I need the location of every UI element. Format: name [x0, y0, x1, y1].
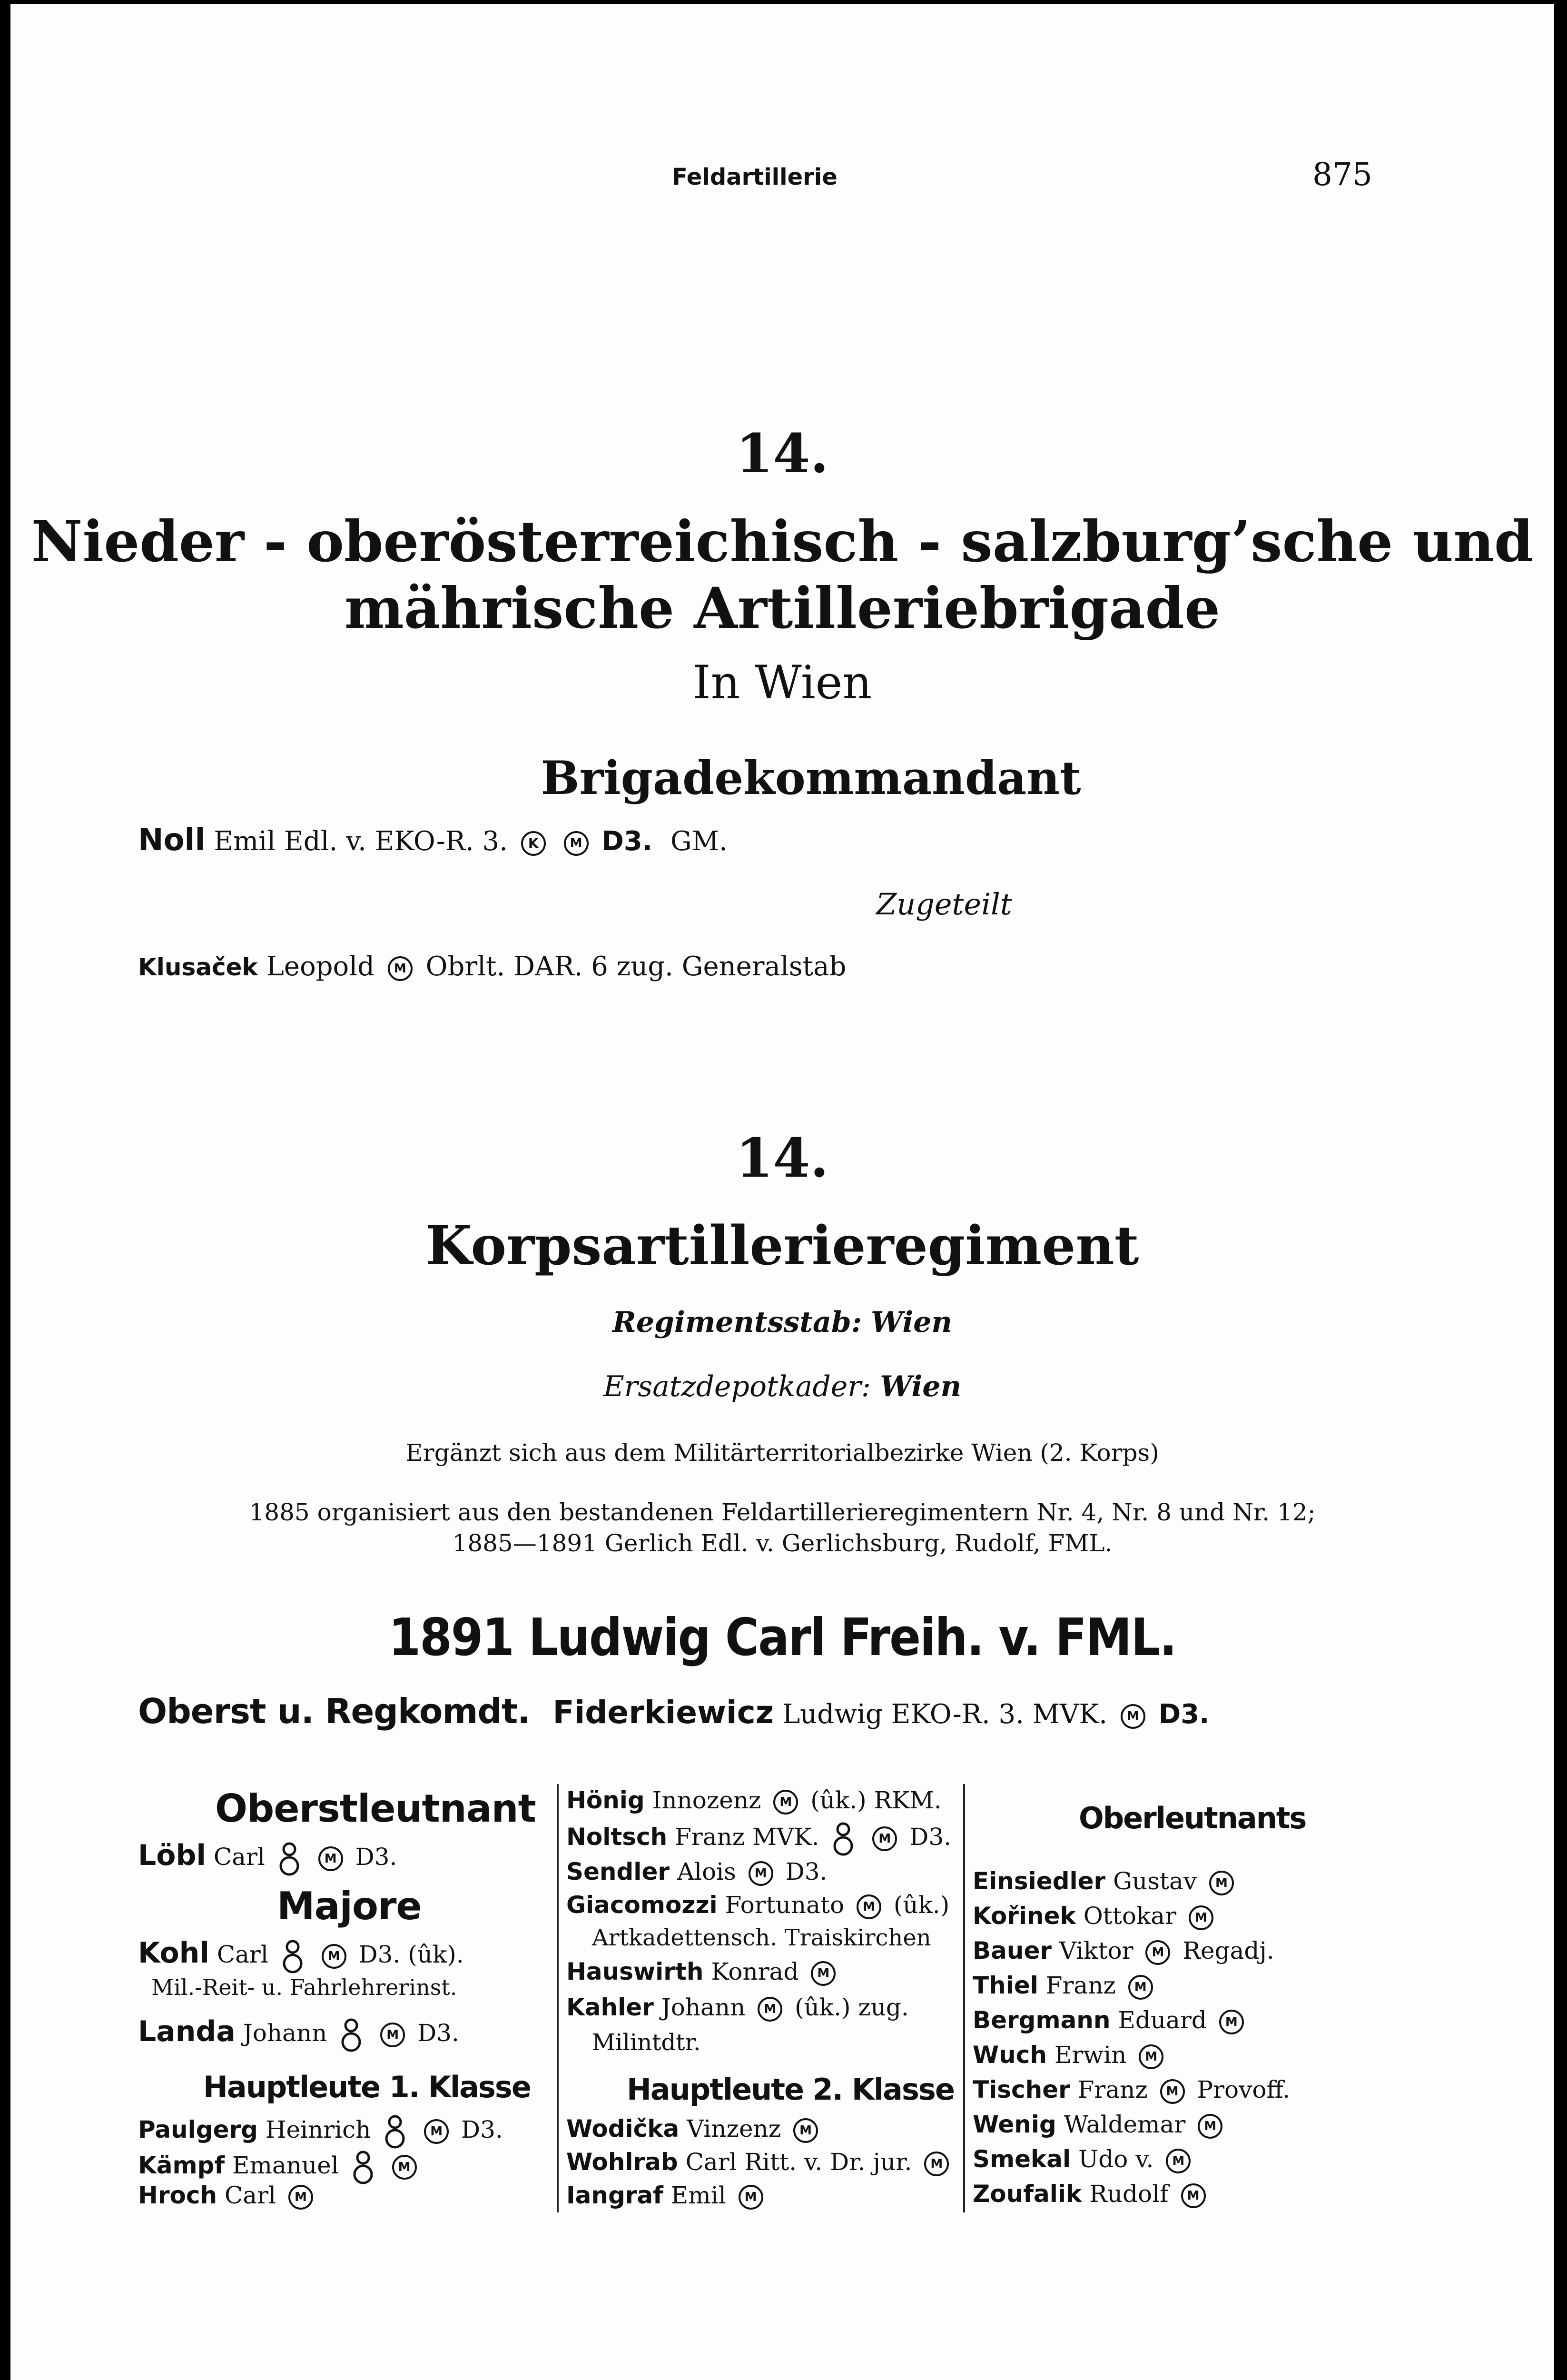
assignment-text: Obrlt. DAR. 6 zug. Generalstab: [425, 951, 847, 982]
first-name: Konrad: [711, 1958, 799, 1985]
heading-oberstleutnant: Oberstleutnant: [215, 1786, 536, 1831]
order-cross-icon: [277, 1840, 301, 1878]
first-name: Heinrich: [265, 2116, 371, 2143]
person-name: Kohl: [138, 1936, 209, 1970]
person-name: Sendler: [566, 1858, 670, 1885]
m-medal-icon: M: [857, 1894, 881, 1919]
first-name: Erwin: [1054, 2041, 1127, 2069]
first-name: Waldemar: [1064, 2111, 1186, 2138]
first-name: Franz MVK.: [675, 1823, 819, 1851]
entry-loebl: [138, 1839, 397, 1878]
m-medal-icon: M: [1198, 2114, 1222, 2139]
brigade-commander-entry: [138, 823, 728, 858]
m-medal-icon: M: [1209, 1871, 1234, 1895]
assigned-heading: Zugeteilt: [876, 887, 1012, 922]
entry-paulgerg: [138, 2112, 503, 2151]
decoration-text: D3.: [785, 1858, 828, 1885]
first-name: Alois: [677, 1858, 736, 1885]
decoration-text: Provoff.: [1197, 2076, 1291, 2103]
m-medal-icon: M: [758, 1997, 782, 2022]
person-name: Paulgerg: [138, 2116, 258, 2143]
first-name: Franz: [1077, 2076, 1148, 2103]
heading-hauptleute-2: Hauptleute 2. Klasse: [627, 2072, 954, 2107]
document-page: [10, 4, 1554, 2380]
m-medal-icon: M: [1166, 2149, 1191, 2173]
entry-bergmann: [973, 2006, 1249, 2034]
brigade-location: In Wien: [692, 656, 872, 709]
entry-landa: [138, 2015, 459, 2054]
entry-wodicka: [566, 2115, 823, 2143]
m-medal-icon: M: [1128, 1975, 1153, 2000]
decoration-text: (ûk.) zug.: [795, 1993, 909, 2021]
person-name: Bauer: [973, 1937, 1052, 1964]
entry-einsiedler: [973, 1867, 1239, 1895]
m-medal-icon: M: [564, 831, 589, 856]
m-medal-icon: M: [322, 1944, 346, 1969]
first-name: Viktor: [1059, 1937, 1133, 1964]
decoration-text: D3.: [417, 2019, 459, 2047]
decoration-text: D3.: [909, 1823, 952, 1851]
heading-majore: Majore: [277, 1884, 422, 1928]
first-name: Ottokar: [1083, 1902, 1176, 1930]
person-name: Hauswirth: [566, 1958, 704, 1985]
entry-tischer: [973, 2076, 1290, 2104]
depot-value: Wien: [880, 1370, 962, 1403]
person-name: Wuch: [973, 2041, 1047, 2069]
entry-wenig: [973, 2111, 1227, 2139]
first-name: Udo v.: [1078, 2145, 1154, 2173]
entry-hauswirth: [566, 1958, 840, 1986]
first-name: Rudolf: [1089, 2180, 1169, 2208]
decoration-text: D3.: [1158, 1699, 1210, 1730]
m-medal-icon: M: [388, 956, 413, 981]
column-divider-2: [963, 1784, 965, 2212]
first-name: Emil: [670, 2182, 726, 2209]
first-name: Leopold: [266, 951, 375, 982]
person-name: Noltsch: [566, 1823, 668, 1851]
entry-smekal: [973, 2145, 1195, 2173]
m-medal-icon: M: [749, 1861, 773, 1886]
brigade-title-line1: Nieder - oberösterreichisch - salzburg’sche und: [31, 508, 1534, 575]
k-medal-icon: K: [521, 831, 546, 856]
entry-bauer: [973, 1937, 1274, 1965]
person-name: Smekal: [973, 2145, 1071, 2173]
decoration-text: D3.: [601, 826, 653, 857]
m-medal-icon: M: [318, 1846, 343, 1871]
staff-label: Regimentsstab:: [612, 1306, 862, 1339]
decoration-text: (ûk.) RKM.: [810, 1786, 942, 1814]
decoration-text: D3. (ûk).: [358, 1941, 464, 1968]
regiment-number: 14.: [736, 1127, 829, 1190]
person-name: Giacomozzi: [566, 1891, 718, 1919]
first-name: Carl: [213, 1843, 265, 1871]
first-name: Eduard: [1118, 2006, 1207, 2034]
first-name: Carl Ritt. v. Dr. jur.: [685, 2148, 912, 2176]
person-name: Kahler: [566, 1993, 654, 2021]
column-divider-1: [557, 1784, 559, 2212]
history-line-2: 1885—1891 Gerlich Edl. v. Gerlichsburg, Rudolf, FML.: [452, 1529, 1113, 1557]
regiment-title: Korpsartillerieregiment: [425, 1215, 1139, 1277]
entry-hoenig: [566, 1786, 942, 1815]
first-name: Vinzenz: [687, 2115, 781, 2142]
entry-thiel: [973, 1972, 1158, 2000]
entry-wohlrab: [566, 2148, 954, 2176]
entry-langraf: [566, 2182, 768, 2210]
person-name: Bergmann: [973, 2006, 1111, 2034]
entry-kahler-line2: Milintdtr.: [592, 2029, 701, 2056]
m-medal-icon: M: [392, 2155, 417, 2180]
m-medal-icon: M: [1189, 1905, 1213, 1930]
person-name: Wohlrab: [566, 2148, 678, 2176]
entry-kahler: [566, 1993, 909, 2022]
history-line-1: 1885 organisiert aus den bestandenen Feldartillerieregimentern Nr. 4, Nr. 8 und Nr. 12;: [249, 1498, 1316, 1526]
m-medal-icon: M: [739, 2185, 763, 2210]
first-name: Franz: [1045, 1972, 1116, 1999]
order-cross-icon: [281, 1937, 305, 1975]
person-name: Landa: [138, 2015, 236, 2048]
person-name: Wodička: [566, 2115, 680, 2142]
entry-noltsch: [566, 1820, 951, 1858]
m-medal-icon: M: [924, 2152, 949, 2176]
m-medal-icon: M: [1121, 1704, 1145, 1729]
entry-giacomozzi-line2: Artkadettensch. Traiskirchen: [592, 1924, 931, 1951]
person-name: Noll: [138, 823, 206, 858]
entry-kaempf: [138, 2148, 422, 2186]
person-name: Iangraf: [566, 2182, 663, 2209]
commander-heading: Brigadekommandant: [541, 751, 1081, 805]
person-name: Kořinek: [973, 1902, 1076, 1930]
person-name: Zoufalik: [973, 2180, 1082, 2208]
entry-kohl: [138, 1936, 464, 1975]
first-name: Carl: [225, 2182, 276, 2209]
order-cross-icon: [351, 2148, 375, 2186]
depot-label: Ersatzdepotkader:: [603, 1370, 871, 1403]
m-medal-icon: M: [1160, 2079, 1185, 2104]
m-medal-icon: M: [773, 1790, 798, 1815]
regiment-commander-entry: [138, 1691, 1209, 1731]
first-name: Fortunato: [725, 1891, 845, 1919]
first-name: Johann: [243, 2019, 327, 2047]
entry-korinek: [973, 1902, 1218, 1930]
m-medal-icon: M: [1139, 2044, 1163, 2069]
honors-text: Edl. v. EKO-R. 3.: [284, 826, 508, 857]
first-name: Emil: [214, 826, 276, 857]
person-name: Tischer: [973, 2076, 1070, 2103]
first-name: Carl: [217, 1941, 268, 1968]
heading-hauptleute-1: Hauptleute 1. Klasse: [203, 2070, 531, 2104]
person-name: Wenig: [973, 2111, 1056, 2138]
first-name: Johann: [661, 1993, 746, 2021]
page-number: 875: [1312, 156, 1372, 193]
entry-zoufalik: [973, 2180, 1211, 2208]
person-name: Klusaček: [138, 953, 258, 981]
m-medal-icon: M: [811, 1961, 836, 1986]
honors-text: EKO-R. 3. MVK.: [891, 1699, 1108, 1730]
entry-kohl-line2: Mil.-Reit- u. Fahrlehrerinst.: [151, 1974, 457, 2000]
decoration-text: Regadj.: [1183, 1937, 1274, 1964]
m-medal-icon: M: [793, 2118, 818, 2143]
first-name: Innozenz: [652, 1786, 761, 1814]
person-name: Hroch: [138, 2182, 217, 2209]
entry-sendler: [566, 1858, 827, 1886]
regiment-staff: [10, 1306, 1554, 1339]
decoration-text: (ûk.): [893, 1891, 950, 1919]
supplement-line: Ergänzt sich aus dem Militärterritorialbezirke Wien (2. Korps): [405, 1439, 1159, 1467]
m-medal-icon: M: [288, 2185, 313, 2210]
m-medal-icon: M: [1145, 1940, 1170, 1965]
first-name: Gustav: [1113, 1867, 1197, 1895]
person-name: Einsiedler: [973, 1867, 1106, 1895]
first-name: Emanuel: [232, 2152, 339, 2179]
m-medal-icon: M: [424, 2119, 449, 2144]
person-name: Hönig: [566, 1786, 645, 1814]
regiment-depot: [10, 1370, 1554, 1403]
entry-giacomozzi: [566, 1891, 949, 1919]
brigade-assigned-entry: [138, 951, 846, 982]
m-medal-icon: M: [380, 2023, 405, 2047]
order-cross-icon: [831, 1820, 855, 1858]
brigade-number: 14.: [736, 423, 829, 485]
entry-hroch: [138, 2182, 318, 2210]
entry-wuch: [973, 2041, 1168, 2069]
regiment-owner: 1891 Ludwig Carl Freih. v. FML.: [388, 1608, 1176, 1667]
m-medal-icon: M: [1219, 2010, 1244, 2034]
order-cross-icon: [339, 2016, 363, 2054]
person-name: Fiderkiewicz: [552, 1694, 774, 1731]
brigade-title-line2: mährische Artilleriebrigade: [344, 575, 1221, 641]
staff-value: Wien: [871, 1306, 953, 1339]
m-medal-icon: M: [1181, 2183, 1206, 2208]
running-title: Feldartillerie: [672, 164, 838, 190]
person-name: Löbl: [138, 1839, 206, 1872]
rank-text: GM.: [670, 826, 728, 857]
person-name: Kämpf: [138, 2152, 225, 2179]
decoration-text: D3.: [355, 1843, 397, 1871]
person-name: Thiel: [973, 1972, 1038, 1999]
rank-label: Oberst u. Regkomdt.: [138, 1691, 530, 1731]
heading-oberleutnants: Oberleutnants: [1079, 1801, 1306, 1835]
m-medal-icon: M: [872, 1826, 897, 1851]
order-cross-icon: [383, 2112, 407, 2151]
first-name: Ludwig: [782, 1699, 883, 1730]
decoration-text: D3.: [461, 2116, 503, 2143]
